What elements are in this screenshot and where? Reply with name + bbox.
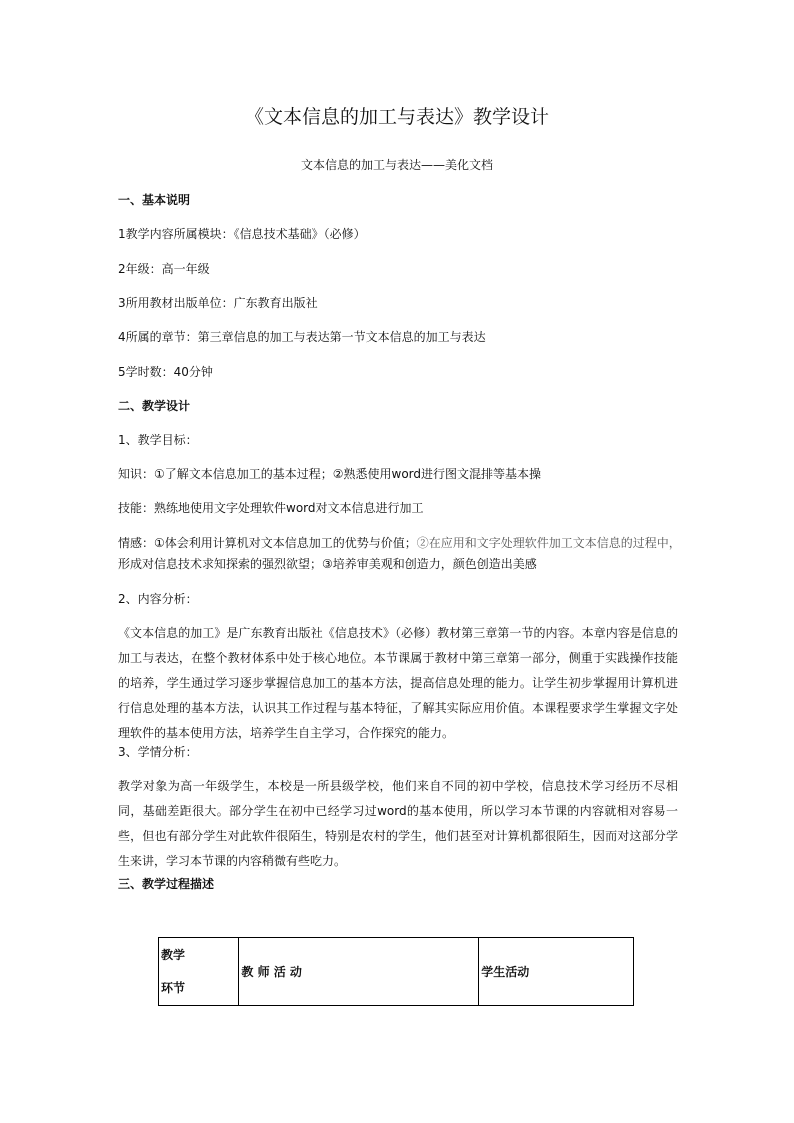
- content-paragraph: 《文本信息的加工》是广东教育出版社《信息技术》（必修）教材第三章第一节的内容。本章内容是信息的加工与表达，在整个教材体系中处于核心地位。本节课属于教材中第三章第一部分，侧重于实践操作技能的培养，学生通过学习逐步掌握信息加工的基本方法，提高信息处理的能力。让学生初步掌握用计算机进行信息处理的基本方法，认识其工作过程与基本特征，了解其实际应用价值。本课程要求学生掌握文字处理软件的基本使用方法，培养学生自主学习，合作探究的能力。: [118, 626, 678, 740]
- section-heading-basic: 一、基本说明: [118, 193, 191, 207]
- students-heading: 3、学情分析：: [118, 745, 198, 759]
- table-header-row: [159, 938, 634, 1006]
- table-header-stage: [159, 938, 239, 1006]
- goals-heading: 1、教学目标：: [118, 433, 198, 447]
- document-title: 《文本信息的加工与表达》教学设计: [244, 106, 549, 128]
- basic-item-module: 1教学内容所属模块：《信息技术基础》（必修）: [118, 227, 366, 241]
- goal-emotion-part-b: ②在应用和文字处理软件加工文本信息的过程中，: [416, 536, 681, 550]
- content-heading: 2、内容分析：: [118, 592, 198, 606]
- table-header-student: 学生活动: [479, 938, 634, 1006]
- basic-item-chapter: 4所属的章节：第三章信息的加工与表达第一节文本信息的加工与表达: [118, 330, 486, 344]
- goal-skill: 技能：熟练地使用文字处理软件word对文本信息进行加工: [118, 501, 424, 515]
- goal-emotion-part-a: 情感：①体会利用计算机对文本信息加工的优势与价值；: [118, 536, 417, 550]
- basic-item-grade: 2年级：高一年级: [118, 262, 210, 276]
- process-table: [158, 937, 634, 1006]
- basic-item-publisher: 3所用教材出版单位：广东教育出版社: [118, 296, 318, 310]
- table-header-stage-line1: 教学: [161, 947, 186, 962]
- goal-emotion-line1: [118, 535, 681, 551]
- section-heading-process: 三、教学过程描述: [118, 877, 215, 891]
- goal-knowledge: 知识：①了解文本信息加工的基本过程；②熟悉使用word进行图文混排等基本操: [118, 467, 542, 481]
- section-heading-design: 二、教学设计: [118, 399, 191, 413]
- document-subtitle: 文本信息的加工与表达——美化文档: [300, 158, 493, 172]
- students-paragraph: 教学对象为高一年级学生，本校是一所县级学校，他们来自不同的初中学校，信息技术学习经历不尽相同，基础差距很大。部分学生在初中已经学习过word的基本使用，所以学习本节课的内容就相对容易一些，但也有部分学生对此软件很陌生，特别是农村的学生，他们甚至对计算机都很陌生，因而对这部分学生来讲，学习本节课的内容稍微有些吃力。: [118, 779, 678, 868]
- goal-emotion-line2: 形成对信息技术求知探索的强烈欲望；③培养审美观和创造力，颜色创造出美感: [118, 557, 537, 571]
- table-header-stage-line2: 环节: [161, 980, 186, 995]
- table-header-teacher: 教 师 活 动: [239, 938, 479, 1006]
- basic-item-hours: 5学时数：40分钟: [118, 365, 213, 379]
